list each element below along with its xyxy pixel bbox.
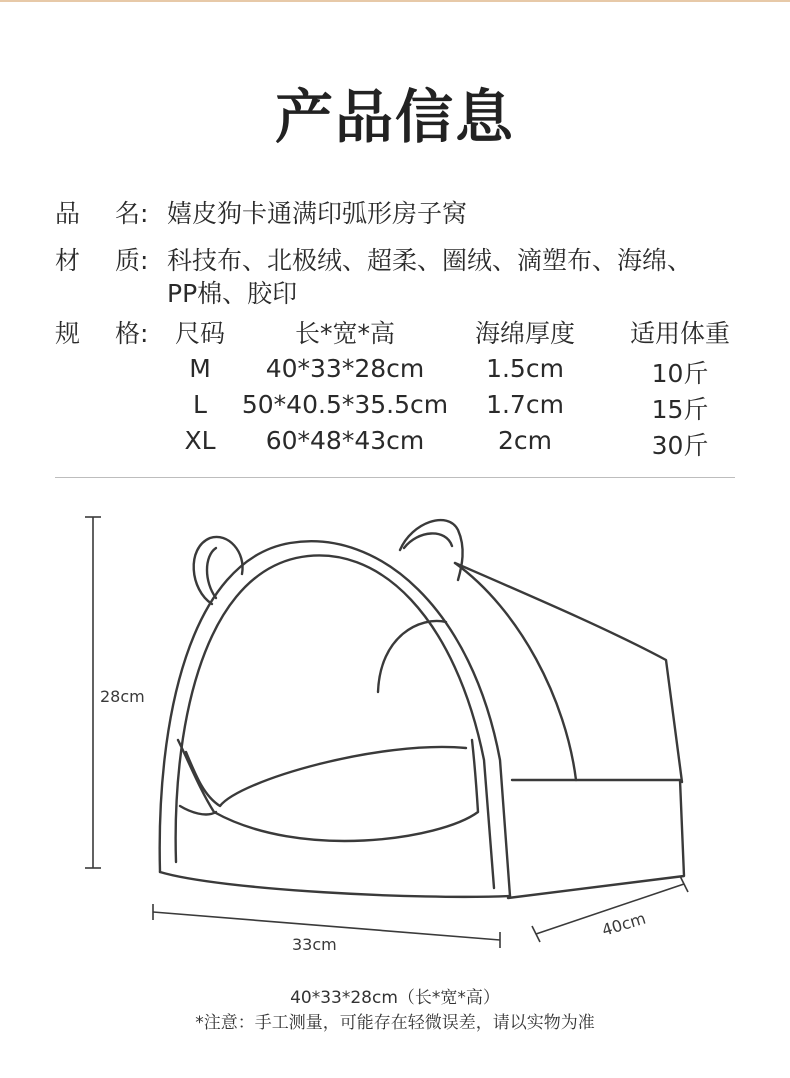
- spec-label-row: [55, 314, 167, 350]
- product-name-value: 嬉皮狗卡通满印弧形房子窝: [167, 199, 468, 228]
- spec-row-l-thickness: 1.7cm: [486, 390, 564, 419]
- spec-header-size: 尺码: [174, 319, 225, 348]
- spec-label: 规 格:: [55, 319, 149, 348]
- spec-row-m-thickness: 1.5cm: [486, 354, 564, 383]
- dimension-caption: 40*33*28cm（长*宽*高）: [290, 988, 500, 1008]
- product-name-label: 品 名:: [55, 199, 149, 228]
- spec-header-weight: 适用体重: [629, 319, 730, 348]
- spec-header-sponge-thickness: 海绵厚度: [474, 319, 575, 348]
- material-row: [55, 241, 692, 277]
- material-label: 材 质:: [55, 246, 149, 275]
- depth-label: 40cm: [599, 908, 648, 940]
- pet-house-outline: [160, 520, 684, 898]
- spec-row-l-weight: 15斤: [651, 395, 709, 424]
- spec-row-xl-size: XL: [184, 426, 216, 455]
- spec-row-xl-weight: 30斤: [651, 431, 709, 460]
- spec-row-xl-dimensions: 60*48*43cm: [265, 426, 425, 455]
- spec-row-m-size: M: [189, 354, 211, 383]
- page-title: 产品信息: [274, 83, 515, 151]
- height-dimension-line: [85, 517, 101, 868]
- material-value-line1: 科技布、北极绒、超柔、圈绒、滴塑布、海绵、: [167, 246, 693, 275]
- height-label: 28cm: [100, 687, 145, 706]
- width-label: 33cm: [292, 935, 337, 954]
- spec-row-m-weight: 10斤: [651, 359, 709, 388]
- material-value-line2: PP棉、胶印: [167, 279, 298, 308]
- spec-row-l-dimensions: 50*40.5*35.5cm: [241, 390, 449, 419]
- spec-row-l-size: L: [193, 390, 207, 419]
- measurement-note: *注意：手工测量，可能存在轻微误差，请以实物为准: [195, 1013, 595, 1033]
- product-name-row: [55, 194, 467, 230]
- spec-row-m-dimensions: 40*33*28cm: [265, 354, 425, 383]
- spec-row-xl-thickness: 2cm: [497, 426, 552, 455]
- spec-header-dimensions: 长*宽*高: [294, 319, 395, 348]
- top-accent-rule: [0, 0, 790, 2]
- pet-house-diagram: [0, 478, 790, 998]
